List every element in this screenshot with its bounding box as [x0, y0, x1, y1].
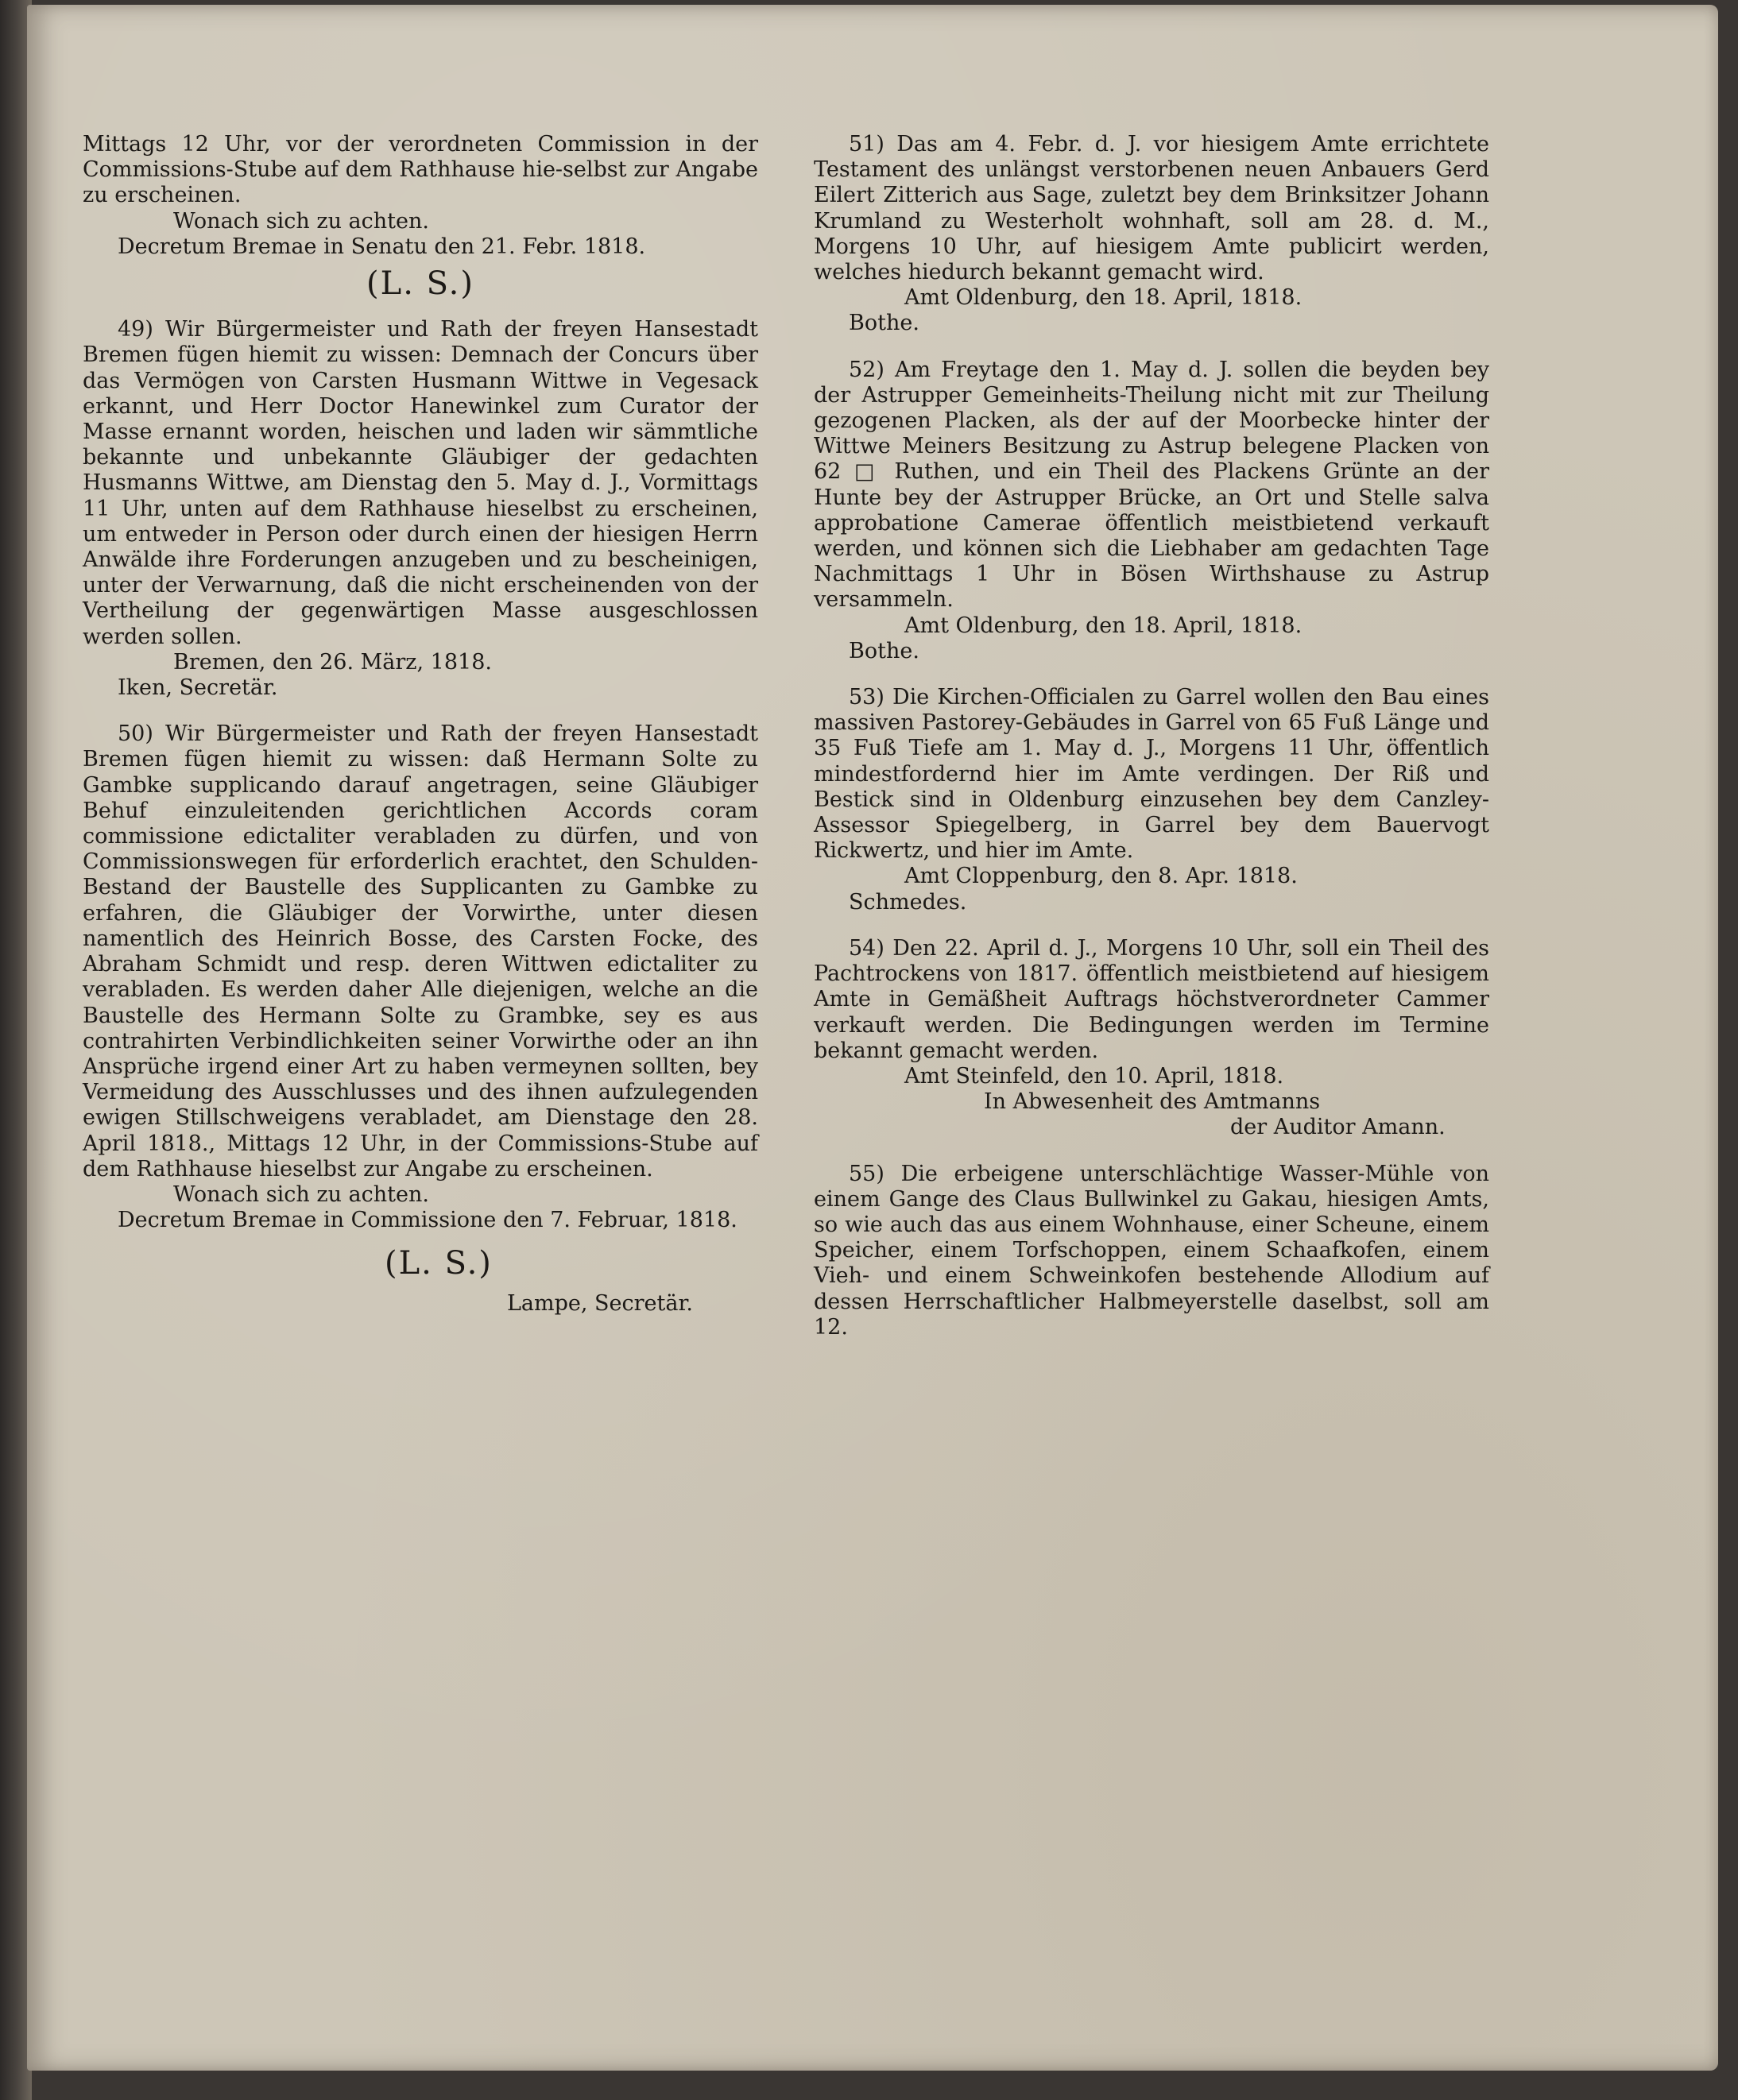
seal-ls: (L. S.) [366, 265, 474, 303]
notice-51-date: Amt Oldenburg, den 18. April, 1818. [904, 285, 1303, 311]
notice-51-signature: Bothe. [849, 311, 919, 336]
notice-49-date: Bremen, den 26. März, 1818. [173, 649, 492, 675]
notice-52-date: Amt Oldenburg, den 18. April, 1818. [904, 613, 1303, 638]
notice-49 [83, 317, 758, 701]
notice-53-signature: Schmedes. [849, 889, 967, 915]
right-column [814, 132, 1489, 1361]
notice-continuation [83, 132, 758, 303]
notice-50-signature: Lampe, Secretär. [507, 1290, 694, 1316]
notice-54-date: Amt Steinfeld, den 10. April, 1818. [904, 1063, 1284, 1089]
notice-55-text: 55) Die erbeigene unterschlächtige Wasser-Mühle von einem Gange des Claus Bullwinkel zu Gakau, hiesigen Amts, so wie auch das aus einem Wohnhause, einer Scheune, einem Speicher, einem Torfschoppen, einem Schaafkofen, einem Vieh- und einem Schweinkofen bestehende Allodium auf dessen Herrschaftlicher Halbmeyerstelle daselbst, soll am 12. [814, 1161, 1489, 1340]
notice-decretum: Decretum Bremae in Senatu den 21. Febr. 1818. [118, 234, 646, 259]
notice-54-text: 54) Den 22. April d. J., Morgens 10 Uhr, soll ein Theil des Pachtrockens von 1817. öffentlich meistbietend auf hiesigem Amte in Gemäßheit Auftrags höchstverordneter Cammer verkauft werden. Die Bedingungen werden im Termine bekannt gemacht werden. [814, 935, 1489, 1063]
left-column [83, 132, 758, 1337]
notice-49-text: 49) Wir Bürgermeister und Rath der freyen Hansestadt Bremen fügen hiemit zu wissen: Demnach der Concurs über das Vermögen von Carsten Husmann Wittwe in Vegesack erkannt, und Herr Doctor Hanewinkel zum Curator der Masse ernannt worden, heischen und laden wir sämmtliche bekannte und unbekannte Gläubiger der gedachten Husmanns Wittwe, am Dienstag den 5. May d. J., Vormittags 11 Uhr, unten auf dem Rathhause hieselbst zu erscheinen, um entweder in Person oder durch einen der hiesigen Herrn Anwälde ihre Forderungen anzugeben und zu bescheinigen, unter der Verwarnung, daß die nicht erscheinenden von der Vertheilung der gegenwärtigen Masse ausgeschlossen werden sollen. [83, 317, 758, 649]
notice-50 [83, 721, 758, 1316]
notice-53-date: Amt Cloppenburg, den 8. Apr. 1818. [904, 864, 1298, 889]
notice-50-decretum: Decretum Bremae in Commissione den 7. Februar, 1818. [118, 1208, 737, 1233]
notice-continuation-text: Mittags 12 Uhr, vor der verordneten Commission in der Commissions-Stube auf dem Rathhause hie-selbst zur Angabe zu erscheinen. [83, 132, 758, 208]
notice-wonach: Wonach sich zu achten. [173, 208, 429, 234]
notice-54-signature-line-1: In Abwesenheit des Amtmanns [984, 1089, 1321, 1115]
notice-51 [814, 132, 1489, 337]
notice-49-signature: Iken, Secretär. [118, 675, 278, 701]
notice-50-text: 50) Wir Bürgermeister und Rath der freyen Hansestadt Bremen fügen hiemit zu wissen: daß Hermann Solte zu Gambke supplicando darauf angetragen, seine Gläubiger Behuf einzuleitenden gerichtlichen Accords coram commissione edictaliter verabladen zu dürfen, und von Commissionswegen für erforderlich erachtet, den Schulden-Bestand der Baustelle des Supplicanten zu Gambke zu erfahren, die Gläubiger der Vorwirthe, unter diesen namentlich des Heinrich Bosse, des Carsten Focke, des Abraham Schmidt und resp. deren Wittwen edictaliter zu verabladen. Es werden daher Alle diejenigen, welche an die Baustelle des Hermann Solte zu Grambke, sey es aus contrahirten Verbindlichkeiten seiner Vorwirthe oder an ihn Ansprüche irgend einer Art zu haben vermeynen sollten, bey Vermeidung des Ausschlusses und des ihnen aufzulegenden ewigen Stillschweigens verabladet, am Dienstage den 28. April 1818., Mittags 12 Uhr, in der Commissions-Stube auf dem Rathhause hieselbst zur Angabe zu erscheinen. [83, 721, 758, 1181]
notice-55 [814, 1162, 1489, 1340]
notice-51-text: 51) Das am 4. Febr. d. J. vor hiesigem Amte errichtete Testament des unlängst verstorbenen neuen Anbauers Gerd Eilert Zitterich aus Sage, zuletzt bey dem Brinksitzer Johann Krumland zu Westerholt wohnhaft, soll am 28. d. M., Morgens 10 Uhr, auf hiesigem Amte publicirt werden, welches hiedurch bekannt gemacht wird. [814, 132, 1489, 285]
notice-53 [814, 685, 1489, 915]
notice-52-text: 52) Am Freytage den 1. May d. J. sollen die beyden bey der Astrupper Gemeinheits-Theilung nicht mit zur Theilung gezogenen Placken, als der auf der Moorbecke hinter der Wittwe Meiners Besitzung zu Astrup belegene Placken von 62 □ Ruthen, und ein Theil des Plackens Grünte an der Hunte bey der Astrupper Brücke, an Ort und Stelle salva approbatione Camerae öffentlich meistbietend verkauft werden, und können sich die Liebhaber am gedachten Tage Nachmittags 1 Uhr in Bösen Wirthshause zu Astrup versammeln. [814, 357, 1489, 613]
notice-52 [814, 358, 1489, 664]
notice-54 [814, 936, 1489, 1141]
seal-ls-2: (L. S.) [385, 1245, 493, 1282]
notice-52-signature: Bothe. [849, 638, 919, 663]
notice-54-signature-line-2: der Auditor Amann. [1230, 1115, 1446, 1140]
notice-53-text: 53) Die Kirchen-Officialen zu Garrel wollen den Bau eines massiven Pastorey-Gebäudes in Garrel von 65 Fuß Länge und 35 Fuß Tiefe am 1. May d. J., Morgens 11 Uhr, öffentlich mindestfordernd hier im Amte verdingen. Der Riß und Bestick sind in Oldenburg einzusehen bey dem Canzley-Assessor Spiegelberg, in Garrel bey dem Bauervogt Rickwertz, und hier im Amte. [814, 685, 1489, 864]
notice-50-wonach: Wonach sich zu achten. [173, 1181, 429, 1207]
document-page [27, 5, 1718, 2071]
